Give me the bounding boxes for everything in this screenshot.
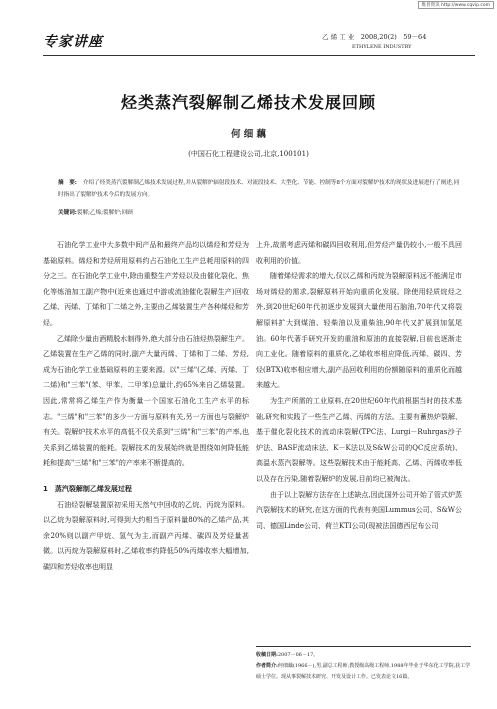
author-name: 何 细 藕 <box>230 129 267 140</box>
received-value: 2007－06－17。 <box>277 652 319 658</box>
column-tag: 专家讲座 <box>43 34 103 50</box>
keywords-text: 裂解;乙烯;裂解炉;回顾 <box>76 210 133 216</box>
journal-info <box>322 32 426 52</box>
journal-citation: 乙 烯 工 业 2008,20(2) 59－64 <box>322 33 427 41</box>
paper-title: 烃类蒸汽裂解制乙烯技术发展回顾 <box>120 93 376 112</box>
author-bio-label: 作者简介: <box>256 663 278 669</box>
abstract-text: 介绍了烃类蒸汽裂解制乙烯技术发展过程,并从裂解炉辐射段技术、对流段技术、大型化、节能、控制等8个方面对裂解炉技术的现状及进展进行了阐述,同时指出了裂解炉技术今后的发展方向。 <box>58 180 460 198</box>
abstract <box>58 178 463 201</box>
watermark-link[interactable]: 维普资讯 http://www.cqvip.com <box>418 1 494 9</box>
abstract-label: 摘 要: <box>58 180 77 186</box>
keywords-label: 关键词: <box>58 210 77 216</box>
author-affiliation: (中国石化工程建设公司,北京,100101) <box>188 150 309 158</box>
author-bio <box>256 661 471 683</box>
received-date <box>256 650 471 661</box>
author-bio-text: 何细藕(1966－),男,副总工程师,教授级高级工程师,1988年毕业于华东化工学院,获工学硕士学位。现从事裂解技术研究、开发及设计工作。已发表论文16篇。 <box>256 663 471 680</box>
left-column <box>43 238 249 575</box>
section-heading: 1 蒸汽裂解制乙烯发展过程 <box>43 484 132 493</box>
footnote <box>256 646 471 683</box>
keywords <box>58 208 133 216</box>
paragraph: 石油烃裂解装置原初采用天然气中回收的乙烷、丙烷为原料。以乙烷为裂解原料时,可得到大约相当于原料量80%的乙烯产品,其余20%则以副产甲烷、氢气为主,而副产丙烯、碳四及芳烃量甚微。以丙烷为裂解原料时,乙烯收率约降低50%丙烯收率大幅增加,碳四和芳烃收率也明显 <box>43 500 249 571</box>
received-label: 收稿日期: <box>256 652 278 658</box>
paragraph: 由于以上裂解方法存在上述缺点,因此国外公司开始了管式炉蒸汽裂解技术的研究,在这方面的代表有美国Lummus公司、S&W公司、德国Linde公司、荷兰KTI公司(现被法国德西尼布公司 <box>256 490 462 530</box>
paragraph: 乙烯除少量由酒精脱水制得外,绝大部分由石油烃热裂解生产。乙烯装置在生产乙烯的同时,副产大量丙烯、丁烯和丁二烯、芳烃,成为石油化学工业基础原料的主要来源。以"三烯"(乙烯、丙烯、丁二烯)和"三苯"(苯、甲苯、二甲苯)总量计,约65%来自乙烯装置。因此,常常将乙烯生产作为衡量一个国家石油化工生产水平的标志。"三烯"和"三苯"的多少一方面与原料有关,另一方面也与裂解炉有关。裂解炉技术水平的高低不仅关系到"三烯"和"三苯"的产率,也关系到乙烯装置的能耗。裂解技术的发展始终就是围绕如何降低能耗和提高"三烯"和"三苯"的产率来不断提高的。 <box>43 334 249 468</box>
paragraph: 上升,故需考虑丙烯和碳四回收利用,但芳烃产量仍较小,一般不具回收利用的价值。 <box>256 241 462 265</box>
header-rule <box>43 55 475 56</box>
journal-name-en: ETHYLENE INDUSTRY <box>352 44 412 50</box>
paragraph: 为生产所需的工业原料,在20世纪60年代前根据当时的技术基础,研究和实践了一些生产乙烯、丙烯的方法。主要有蓄热炉裂解、基于催化裂化技术的流动床裂解(TPC法、Lurgi－Ruhrgas沙子炉法、BASF流动床法、K－K法以及S&W公司的QC反应系统)、高温水蒸汽裂解等。这些裂解技术由于能耗高、乙烯、丙烯收率低以及存在污染,随着裂解炉的发展,目前均已被淘汰。 <box>256 396 462 483</box>
paragraph: 随着烯烃需求的增大,仅以乙烯和丙烷为裂解原料远不能满足市场对烯烃的需求,裂解原料开始向重质化发展。除使用轻质烷烃之外,到20世纪60年代初逐步发展到大量使用石脑油,70年代又将裂解原料扩大到煤油、轻柴油以及重柴油,90年代又扩展到加氢尾油。60年代著手研究开发的重油和原油的直接裂解,目前也逐渐走向工业化。随着原料的重质化,乙烯收率相应降低,丙烯、碳四、芳烃(BTX)收率相应增大,副产品回收利用的份额随原料的重质化而越来越大。 <box>256 272 462 390</box>
paragraph: 石油化学工业中大多数中间产品和最终产品均以烯烃和芳烃为基础原料。烯烃和芳烃所用原料约占石油化工生产总耗用原料的四分之三。在石油化学工业中,除由重整生产芳烃以及由催化裂化、焦化等炼油加工副产物中(近来也通过中游或流油催化裂解生产)回收乙烯、丙烯、丁烯和丁二烯之外,主要由乙烯装置生产各种烯烃和芳烃。 <box>43 241 249 327</box>
right-column <box>256 238 462 534</box>
